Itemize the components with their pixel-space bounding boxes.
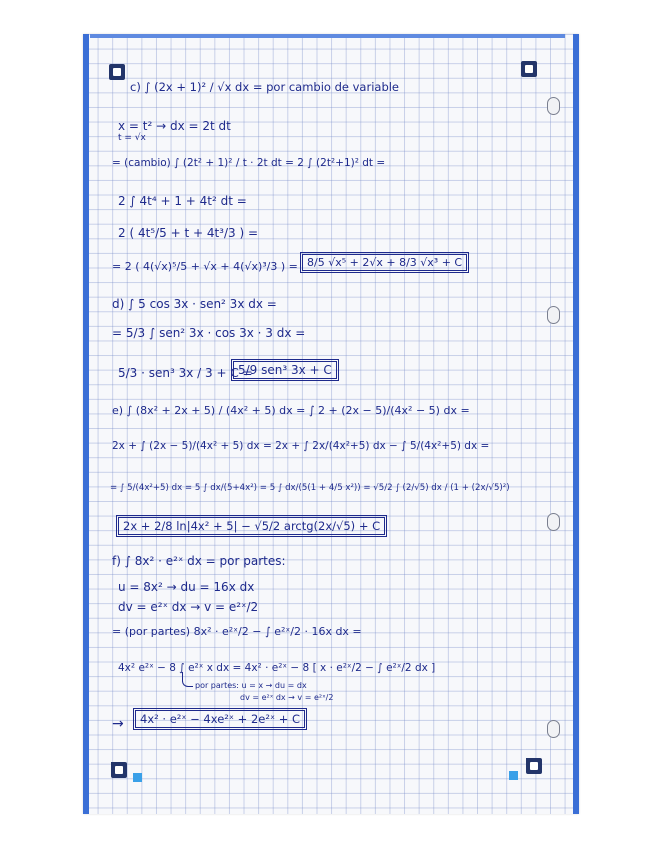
binder-hole-1 [547,97,560,115]
corner-marker-top-right [521,61,537,77]
line-d-statement: d) ∫ 5 cos 3x · sen² 3x dx = [112,297,277,311]
line-f-note-u: por partes: u = x → du = dx [195,681,307,690]
line-c-statement: c) ∫ (2x + 1)² / √x dx = por cambio de variable [130,80,400,94]
blue-square-marker-right [509,771,518,780]
corner-marker-bottom-right [526,758,542,774]
line-c-step1: = (cambio) ∫ (2t² + 1)² / t · 2t dt = 2 ∫ (2t²+1)² dt = [112,157,386,169]
answer-d-box: 5/9 sen³ 3x + C [233,361,337,379]
line-e-statement: e) ∫ (8x² + 2x + 5) / (4x² + 5) dx = ∫ 2 + (2x − 5)/(4x² − 5) dx = [112,404,470,417]
page-margin-band-right [573,34,579,814]
corner-marker-top-left [109,64,125,80]
blue-square-marker-left [133,773,142,782]
binder-hole-2 [547,306,560,324]
line-f-step2: 4x² e²ˣ − 8 ∫ e²ˣ x dx = 4x² · e²ˣ − 8 [ x · e²ˣ/2 − ∫ e²ˣ/2 dx ] [118,662,436,674]
page-margin-band-top [90,34,565,38]
line-d-step1: = 5/3 ∫ sen² 3x · cos 3x · 3 dx = [112,326,306,340]
line-substitution-t: t = √x [118,133,146,143]
line-f-u: u = 8x² → du = 16x dx [118,580,255,594]
line-f-dv: dv = e²ˣ dx → v = e²ˣ/2 [118,600,259,614]
final-arrow: → [112,716,124,732]
binder-hole-4 [547,720,560,738]
line-f-note-dv: dv = e²ˣ dx → v = e²ˣ/2 [240,693,334,702]
line-substitution: x = t² → dx = 2t dt [118,119,231,133]
underbrace-arrow [182,672,193,687]
line-c-step3: 2 ( 4t⁵/5 + t + 4t³/3 ) = [118,226,259,240]
answer-f-box: 4x² · e²ˣ − 4xe²ˣ + 2e²ˣ + C [135,710,305,728]
answer-e-box: 2x + 2/8 ln|4x² + 5| − √5/2 arctg(2x/√5) + C [118,517,385,535]
answer-c-box: 8/5 √x⁵ + 2√x + 8/3 √x³ + C [302,254,467,271]
corner-marker-bottom-left [111,762,127,778]
binder-hole-3 [547,513,560,531]
line-f-statement: f) ∫ 8x² · e²ˣ dx = por partes: [112,554,286,568]
line-e-step2: = ∫ 5/(4x²+5) dx = 5 ∫ dx/(5+4x²) = 5 ∫ dx/(5(1 + 4/5 x²)) = √5/2 ∫ (2/√5) dx / (1 + (2x/√5)²) [110,483,510,493]
line-c-step4: = 2 ( 4(√x)⁵/5 + √x + 4(√x)³/3 ) = [112,260,298,273]
line-d-step2: 5/3 · sen³ 3x / 3 + C = [118,366,253,380]
line-e-step1: 2x + ∫ (2x − 5)/(4x² + 5) dx = 2x + ∫ 2x/(4x²+5) dx − ∫ 5/(4x²+5) dx = [112,440,490,452]
page-margin-band-left [83,34,89,814]
line-c-step2: 2 ∫ 4t⁴ + 1 + 4t² dt = [118,194,247,208]
line-f-step1: = (por partes) 8x² · e²ˣ/2 − ∫ e²ˣ/2 · 16x dx = [112,625,362,638]
